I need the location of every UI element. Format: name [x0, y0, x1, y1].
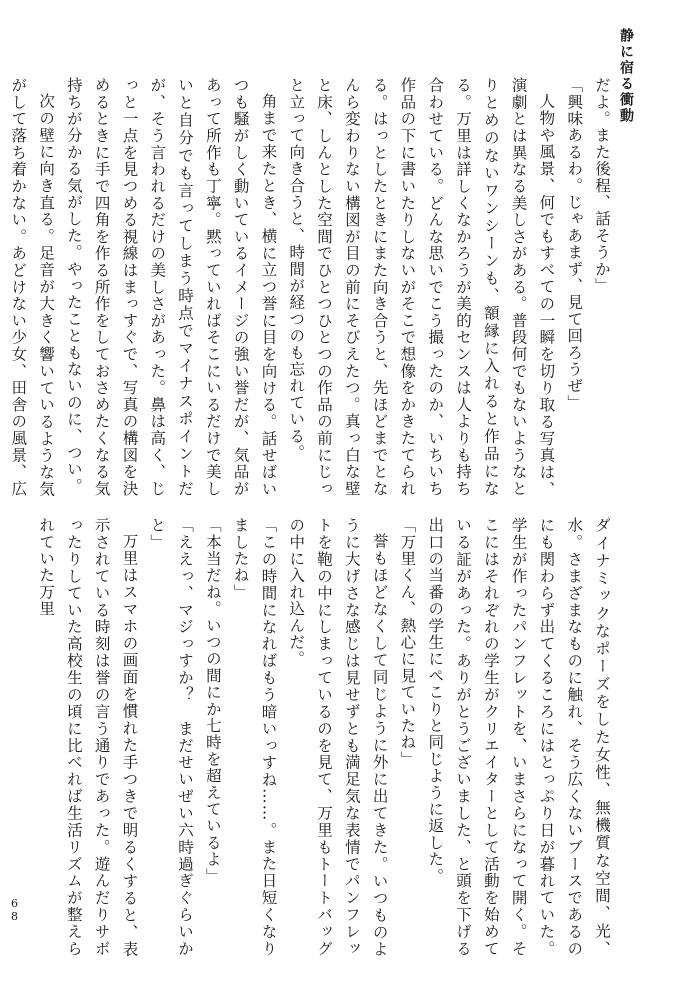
paragraph: 「万里くん、熱心に見ていたね」 — [398, 517, 417, 768]
paragraph: 誉もほどなくして同じように外に出てきた。いつものように大げさな感じは見せずとも満足気な表情でパンフレットを鞄の中にしまっているのを見て、万里もトートバッグの中に入れ込んだ。 — [287, 517, 389, 957]
paragraph: 角まで来たとき、横に立つ誉に目を向ける。話せばいつも騒がしく動いているイメージの強い誉だが、気品があって所作も丁寧。黙っていればそこにいるだけで美しいと自分でも言ってしまう時点でマイナスポイントだが、そう言われるだけの美しさがあった。鼻は高く、じっと一点を見つめる視線はまっすぐで、写真の構図を決めるときに手で四角を作る所作をしておさめたくなる気持ちが分かる気がした。やったこともないのに、つい。 — [64, 77, 278, 497]
paragraph: 次の壁に向き直る。足音が大きく響いているような気がして落ち着かない。あどけない少女、田舎の風景、広 — [9, 77, 56, 497]
page-number: 68 — [8, 897, 21, 923]
text-block-lower — [37, 517, 615, 957]
text-block-upper — [9, 77, 615, 497]
paragraph: ダイナミックなポーズをした女性、無機質な空間、光、水。さまざまなものに触れ、そう広くないブースであるのにも関わらず出てくるころにはとっぷり日が暮れていた。学生が作ったパンフレットを、いまさらになって開く。そこにはそれぞれの学生がクリエイターとして活動を始めている証があった。ありがとうございました、と頭を下げる出口の当番の学生にぺこりと同じように返した。 — [426, 517, 611, 957]
paragraph: 「本当だね。いつの間にか七時を超えているよ」 — [203, 517, 222, 885]
paragraph: 「興味あるわ。じゃあまず、見て回ろうぜ」 — [565, 77, 584, 411]
paragraph: 「ええっ、マジっすか？ まだせいぜい六時過ぎぐらいかと」 — [148, 517, 195, 957]
paragraph: だよ。また後程、話そうか」 — [593, 77, 611, 295]
paragraph: 「この時間になればもう暗いっすね……。また日短くなりましたね」 — [231, 517, 278, 957]
paragraph: 人物や風景、何でもすべての一瞬を切り取る写真は、演劇とは異なる美しさがある。普段何でもないようなとりとめのないワンシーンも、額縁に入れると作品になる。万里は詳しくなかろうが美的センスは人よりも持ち合わせている。どんな思いでこう撮ったのか、いちいち作品の下に書いたりしないがそこで想像をかきたてられる。はっとしたときにまた向き合うと、先ほどまでとなんら変わりない構図が目の前にそびえたつ。真っ白な壁と床、しんとした空間でひとつひとつの作品の前にじっと立って向き合うと、時間が経つのも忘れている。 — [287, 77, 556, 497]
paragraph: 万里はスマホの画面を慣れた手つきで明るくすると、表示されている時刻は誉の言う通りであった。遊んだりサボったりしていた高校生の頃に比べれば生活リズムが整えられていた万里 — [37, 517, 139, 957]
running-header-title: 静に宿る衝動 — [618, 28, 634, 124]
